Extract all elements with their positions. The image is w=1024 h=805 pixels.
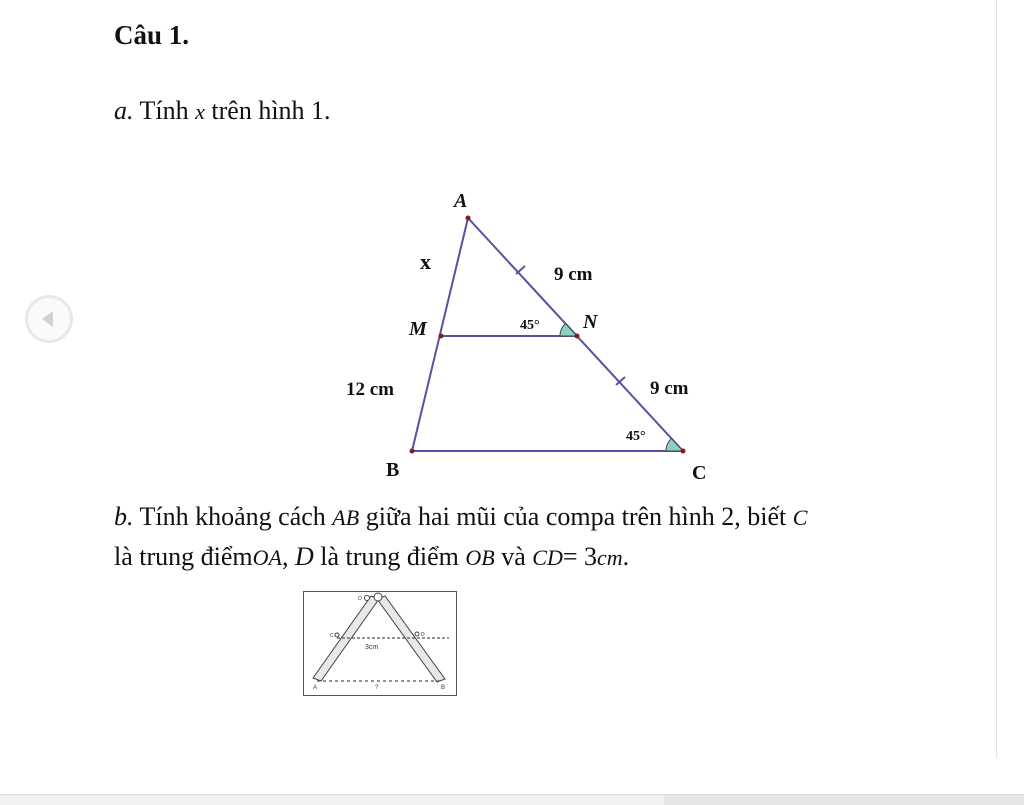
question-heading: Câu 1. [114,20,190,50]
vertex-b-dot [410,449,415,454]
chevron-left-icon [42,311,53,327]
vertex-a-label: A [454,190,468,212]
part-b-text-3: là trung điểm [114,542,253,571]
vertex-b-label: B [386,459,400,481]
part-b-ob: OB [465,545,495,570]
label-angle-n: 45° [520,318,540,333]
compass-hinge [374,593,382,601]
part-b-unit: cm [597,545,623,570]
point-c-dot [335,633,339,637]
label-point-a: A [313,685,318,691]
tick-an [516,266,525,274]
part-a-text-1: Tính [139,96,189,125]
part-b-ab: AB [332,505,360,530]
label-nc-length: 9 cm [650,378,689,399]
label-question: ? [375,685,379,691]
label-point-b: B [441,685,446,691]
label-an-length: 9 cm [554,264,593,285]
figure-2-frame [304,592,457,696]
label-point-d: D [421,632,425,638]
part-a-text-2: trên hình 1. [211,96,331,125]
page-edge [996,0,997,758]
part-b-oa: OA [252,545,282,570]
compass-hinge-2 [365,596,370,601]
figure-1-triangle [330,180,730,490]
vertex-c-dot [681,449,686,454]
vertex-n-label: N [583,311,598,333]
part-b-cd: CD [532,545,563,570]
label-x: x [420,249,431,274]
part-a-variable: x [195,99,205,124]
vertex-m-dot [439,334,444,339]
part-b-comma: , [281,542,289,571]
part-a-label: a. [114,96,134,125]
label-point-c: C [330,633,334,639]
part-b-line-1 [114,502,807,532]
part-b-d: D [294,542,314,571]
label-cd-length: 3cm [365,644,379,651]
horizontal-scrollbar[interactable] [0,794,1024,805]
vertex-c-label: C [692,462,707,484]
label-am-length: 12 cm [346,379,395,400]
part-b-line-2 [114,542,629,572]
vertex-m-label: M [409,318,427,340]
part-b-text-1: Tính khoảng cách [139,502,326,531]
part-b-c: C [792,505,808,530]
part-b-text-5: và [501,542,526,571]
angle-n-marker [560,324,577,337]
part-b-label: b. [114,502,134,531]
vertex-a-dot [466,216,471,221]
part-a-text [114,96,331,126]
vertex-n-dot [575,334,580,339]
part-b-eq: = 3 [562,542,597,571]
previous-page-button[interactable] [25,295,73,343]
figure-2-compass [303,591,457,696]
label-point-o: O [358,596,362,602]
part-b-period: . [622,542,630,571]
label-angle-c: 45° [626,429,646,444]
part-b-text-2: giữa hai mũi của compa trên hình 2, biết [365,502,787,531]
point-d-dot [415,632,419,636]
part-b-text-4: là trung điểm [320,542,459,571]
